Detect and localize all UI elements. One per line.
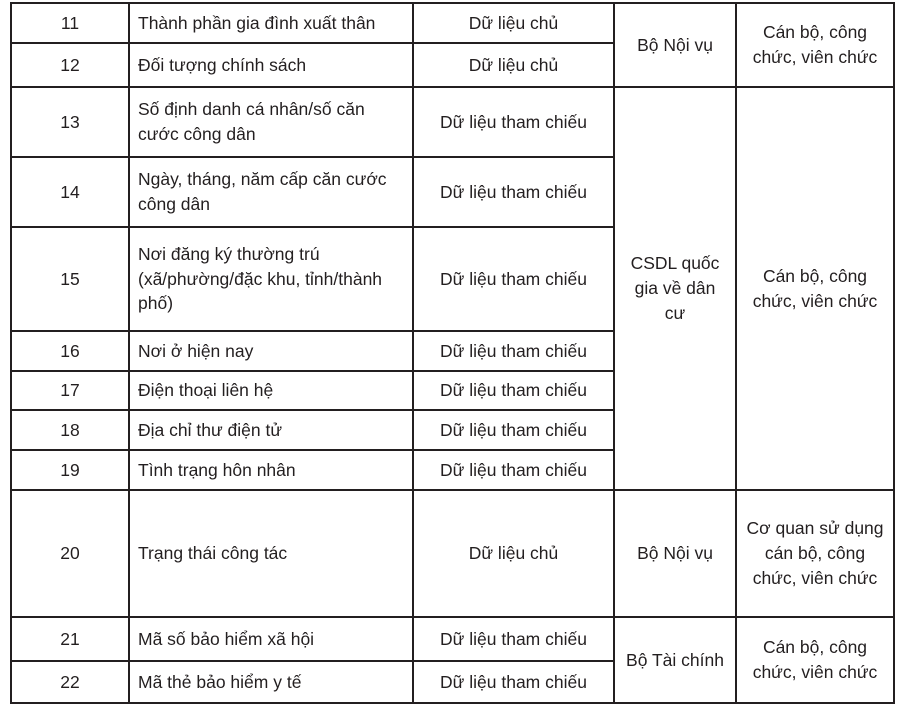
cell-loai-du-lieu: Dữ liệu tham chiếu: [413, 450, 614, 490]
cell-loai-du-lieu: Dữ liệu tham chiếu: [413, 157, 614, 227]
cell-co-quan-chu-quan: Bộ Nội vụ: [614, 3, 736, 87]
cell-truong-thong-tin: Nơi đăng ký thường trú (xã/phường/đặc khu, tỉnh/thành phố): [129, 227, 413, 331]
cell-truong-thong-tin: Trạng thái công tác: [129, 490, 413, 617]
cell-so-thu-tu: 20: [11, 490, 129, 617]
cell-doi-tuong: Cán bộ, công chức, viên chức: [736, 3, 894, 87]
cell-doi-tuong: Cán bộ, công chức, viên chức: [736, 617, 894, 703]
cell-loai-du-lieu: Dữ liệu tham chiếu: [413, 371, 614, 410]
cell-loai-du-lieu: Dữ liệu chủ: [413, 490, 614, 617]
table-row: [11, 87, 894, 157]
cell-loai-du-lieu: Dữ liệu chủ: [413, 43, 614, 87]
table-row: [11, 490, 894, 617]
data-fields-table: [10, 2, 895, 704]
cell-so-thu-tu: 11: [11, 3, 129, 43]
cell-so-thu-tu: 15: [11, 227, 129, 331]
cell-co-quan-chu-quan: CSDL quốc gia về dân cư: [614, 87, 736, 490]
cell-loai-du-lieu: Dữ liệu tham chiếu: [413, 661, 614, 703]
cell-loai-du-lieu: Dữ liệu tham chiếu: [413, 617, 614, 661]
cell-truong-thong-tin: Điện thoại liên hệ: [129, 371, 413, 410]
cell-so-thu-tu: 17: [11, 371, 129, 410]
cell-truong-thong-tin: Ngày, tháng, năm cấp căn cước công dân: [129, 157, 413, 227]
cell-so-thu-tu: 19: [11, 450, 129, 490]
cell-loai-du-lieu: Dữ liệu tham chiếu: [413, 87, 614, 157]
cell-loai-du-lieu: Dữ liệu tham chiếu: [413, 227, 614, 331]
cell-so-thu-tu: 14: [11, 157, 129, 227]
cell-so-thu-tu: 21: [11, 617, 129, 661]
cell-co-quan-chu-quan: Bộ Tài chính: [614, 617, 736, 703]
cell-loai-du-lieu: Dữ liệu chủ: [413, 3, 614, 43]
cell-truong-thong-tin: Tình trạng hôn nhân: [129, 450, 413, 490]
cell-co-quan-chu-quan: Bộ Nội vụ: [614, 490, 736, 617]
cell-so-thu-tu: 13: [11, 87, 129, 157]
cell-truong-thong-tin: Nơi ở hiện nay: [129, 331, 413, 371]
cell-so-thu-tu: 12: [11, 43, 129, 87]
cell-loai-du-lieu: Dữ liệu tham chiếu: [413, 331, 614, 371]
cell-doi-tuong: Cán bộ, công chức, viên chức: [736, 87, 894, 490]
table-row: [11, 3, 894, 43]
cell-loai-du-lieu: Dữ liệu tham chiếu: [413, 410, 614, 450]
cell-so-thu-tu: 18: [11, 410, 129, 450]
cell-doi-tuong: Cơ quan sử dụng cán bộ, công chức, viên chức: [736, 490, 894, 617]
cell-truong-thong-tin: Mã số bảo hiểm xã hội: [129, 617, 413, 661]
cell-truong-thong-tin: Thành phần gia đình xuất thân: [129, 3, 413, 43]
cell-truong-thong-tin: Số định danh cá nhân/số căn cước công dân: [129, 87, 413, 157]
cell-truong-thong-tin: Mã thẻ bảo hiểm y tế: [129, 661, 413, 703]
table-row: [11, 617, 894, 661]
cell-truong-thong-tin: Địa chỉ thư điện tử: [129, 410, 413, 450]
table-body: [11, 3, 894, 703]
cell-so-thu-tu: 22: [11, 661, 129, 703]
cell-truong-thong-tin: Đối tượng chính sách: [129, 43, 413, 87]
cell-so-thu-tu: 16: [11, 331, 129, 371]
